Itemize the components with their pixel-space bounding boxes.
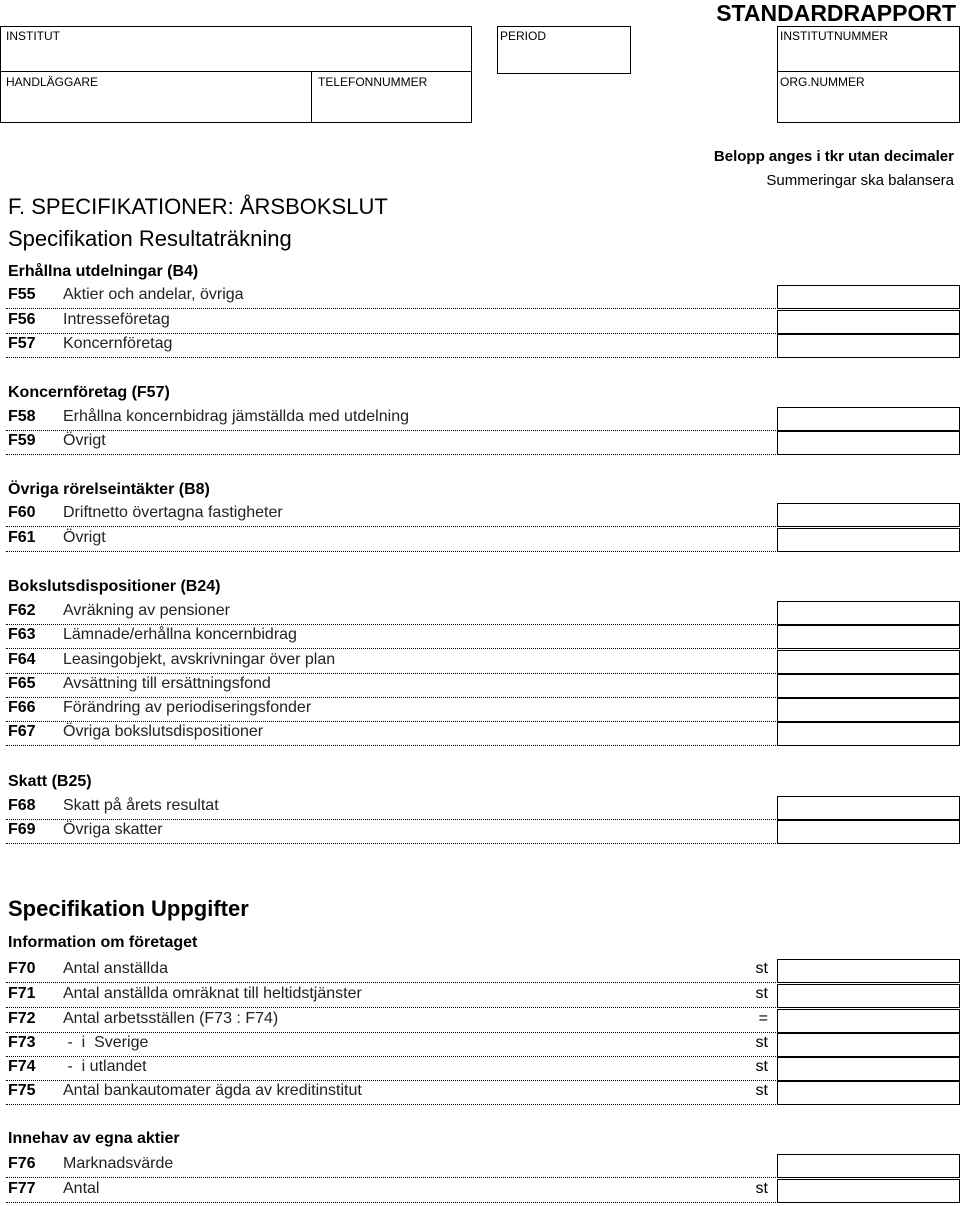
row-code: F64 <box>8 651 36 668</box>
row-label: Leasingobjekt, avskrivningar över plan <box>63 651 336 668</box>
value-input-f76[interactable] <box>777 1154 960 1178</box>
resultat-title: Specifikation Resultaträkning <box>8 226 292 251</box>
row-label: Övrigt <box>63 529 106 546</box>
row-label: Driftnetto övertagna fastigheter <box>63 504 283 521</box>
row-code: F60 <box>8 504 36 521</box>
handlaggare-label: HANDLÄGGARE <box>6 75 99 89</box>
value-input-f59[interactable] <box>777 431 960 455</box>
telefonnummer-label: TELEFONNUMMER <box>318 75 428 89</box>
row-code: F59 <box>8 432 36 449</box>
value-input-f72[interactable] <box>777 1009 960 1033</box>
group-title: Övriga rörelseintäkter (B8) <box>8 481 210 498</box>
spec-row-f68 <box>6 796 776 820</box>
row-label: Antal anställda <box>63 960 168 977</box>
row-label: Aktier och andelar, övriga <box>63 286 244 303</box>
row-label: Antal arbetsställen (F73 : F74) <box>63 1010 279 1027</box>
row-code: F70 <box>8 960 36 977</box>
row-label: Avsättning till ersättningsfond <box>63 675 271 692</box>
row-code: F75 <box>8 1082 36 1099</box>
spec-row-f62 <box>6 601 776 625</box>
spec-row-f72 <box>6 1009 776 1033</box>
row-code: F62 <box>8 602 36 619</box>
period-label: PERIOD <box>500 29 547 43</box>
row-label: Antal bankautomater ägda av kreditinstitut <box>63 1082 362 1099</box>
spec-row-f59 <box>6 431 776 455</box>
value-input-f62[interactable] <box>777 601 960 625</box>
spec-row-f58 <box>6 407 776 431</box>
row-unit: st <box>755 985 768 1002</box>
group-title: Bokslutsdispositioner (B24) <box>8 578 221 595</box>
value-input-f61[interactable] <box>777 528 960 552</box>
row-code: F56 <box>8 311 36 328</box>
value-input-f60[interactable] <box>777 503 960 527</box>
row-code: F55 <box>8 286 36 303</box>
spec-row-f67 <box>6 722 776 746</box>
row-code: F63 <box>8 626 36 643</box>
value-input-f63[interactable] <box>777 625 960 649</box>
row-label: Övriga bokslutsdispositioner <box>63 723 264 740</box>
orgnummer-label: ORG.NUMMER <box>780 75 865 89</box>
report-title: STANDARDRAPPORT <box>716 0 956 26</box>
row-code: F65 <box>8 675 36 692</box>
group-title: Koncernföretag (F57) <box>8 384 170 401</box>
value-input-f55[interactable] <box>777 285 960 309</box>
row-code: F69 <box>8 821 36 838</box>
uppgifter-title: Specifikation Uppgifter <box>8 896 249 921</box>
row-unit: st <box>755 1082 768 1099</box>
spec-row-f73 <box>6 1033 776 1057</box>
institutnummer-label: INSTITUTNUMMER <box>780 29 888 43</box>
value-input-f66[interactable] <box>777 698 960 722</box>
spec-row-f64 <box>6 650 776 674</box>
row-code: F61 <box>8 529 36 546</box>
period-field[interactable] <box>497 26 631 74</box>
spec-row-f75 <box>6 1081 776 1105</box>
row-label: Marknadsvärde <box>63 1155 174 1172</box>
institutnummer-field[interactable] <box>777 26 960 72</box>
spec-row-f61 <box>6 528 776 552</box>
spec-row-f65 <box>6 674 776 698</box>
row-code: F73 <box>8 1034 36 1051</box>
row-label: Övriga skatter <box>63 821 163 838</box>
orgnummer-field[interactable] <box>777 71 960 123</box>
row-label: Övrigt <box>63 432 106 449</box>
value-input-f74[interactable] <box>777 1057 960 1081</box>
amounts-note: Belopp anges i tkr utan decimaler <box>713 148 954 165</box>
value-input-f56[interactable] <box>777 310 960 334</box>
value-input-f57[interactable] <box>777 334 960 358</box>
value-input-f65[interactable] <box>777 674 960 698</box>
value-input-f77[interactable] <box>777 1179 960 1203</box>
row-code: F67 <box>8 723 36 740</box>
value-input-f70[interactable] <box>777 959 960 983</box>
row-code: F57 <box>8 335 36 352</box>
row-label: Lämnade/erhållna koncernbidrag <box>63 626 297 643</box>
row-code: F77 <box>8 1180 36 1197</box>
value-input-f73[interactable] <box>777 1033 960 1057</box>
row-code: F71 <box>8 985 36 1002</box>
spec-row-f71 <box>6 984 776 1008</box>
row-code: F72 <box>8 1010 36 1027</box>
row-label: Antal anställda omräknat till heltidstjänster <box>63 985 362 1002</box>
spec-row-f69 <box>6 820 776 844</box>
spec-row-f66 <box>6 698 776 722</box>
group-title: Innehav av egna aktier <box>8 1130 180 1147</box>
spec-row-f55 <box>6 285 776 309</box>
row-label: Koncernföretag <box>63 335 173 352</box>
row-unit: = <box>758 1010 768 1027</box>
row-label: Antal <box>63 1180 100 1197</box>
row-label: - i Sverige <box>63 1034 149 1051</box>
row-label: Intresseföretag <box>63 311 170 328</box>
section-f-title: F. SPECIFIKATIONER: ÅRSBOKSLUT <box>8 194 388 219</box>
spec-row-f74 <box>6 1057 776 1081</box>
group-title: Information om företaget <box>8 934 198 951</box>
row-unit: st <box>755 1034 768 1051</box>
row-code: F58 <box>8 408 36 425</box>
spec-row-f70 <box>6 959 776 983</box>
group-title: Erhållna utdelningar (B4) <box>8 263 199 280</box>
spec-row-f60 <box>6 503 776 527</box>
handlaggare-field[interactable] <box>0 71 312 123</box>
group-title: Skatt (B25) <box>8 773 92 790</box>
value-input-f67[interactable] <box>777 722 960 746</box>
spec-row-f63 <box>6 625 776 649</box>
row-unit: st <box>755 960 768 977</box>
value-input-f58[interactable] <box>777 407 960 431</box>
value-input-f64[interactable] <box>777 650 960 674</box>
row-label: Avräkning av pensioner <box>63 602 230 619</box>
spec-row-f76 <box>6 1154 776 1178</box>
row-code: F68 <box>8 797 36 814</box>
row-label: - i utlandet <box>63 1058 147 1075</box>
spec-row-f56 <box>6 310 776 334</box>
row-label: Skatt på årets resultat <box>63 797 219 814</box>
spec-row-f77 <box>6 1179 776 1203</box>
value-input-f69[interactable] <box>777 820 960 844</box>
spec-row-f57 <box>6 334 776 358</box>
institut-field[interactable] <box>0 26 472 72</box>
telefonnummer-field[interactable] <box>311 71 472 123</box>
row-label: Erhållna koncernbidrag jämställda med utdelning <box>63 408 409 425</box>
value-input-f71[interactable] <box>777 984 960 1008</box>
sums-note: Summeringar ska balansera <box>766 172 954 189</box>
row-label: Förändring av periodiseringsfonder <box>63 699 312 716</box>
row-unit: st <box>755 1180 768 1197</box>
institut-label: INSTITUT <box>6 29 60 43</box>
value-input-f68[interactable] <box>777 796 960 820</box>
row-code: F76 <box>8 1155 36 1172</box>
row-unit: st <box>755 1058 768 1075</box>
value-input-f75[interactable] <box>777 1081 960 1105</box>
row-code: F74 <box>8 1058 36 1075</box>
row-code: F66 <box>8 699 36 716</box>
